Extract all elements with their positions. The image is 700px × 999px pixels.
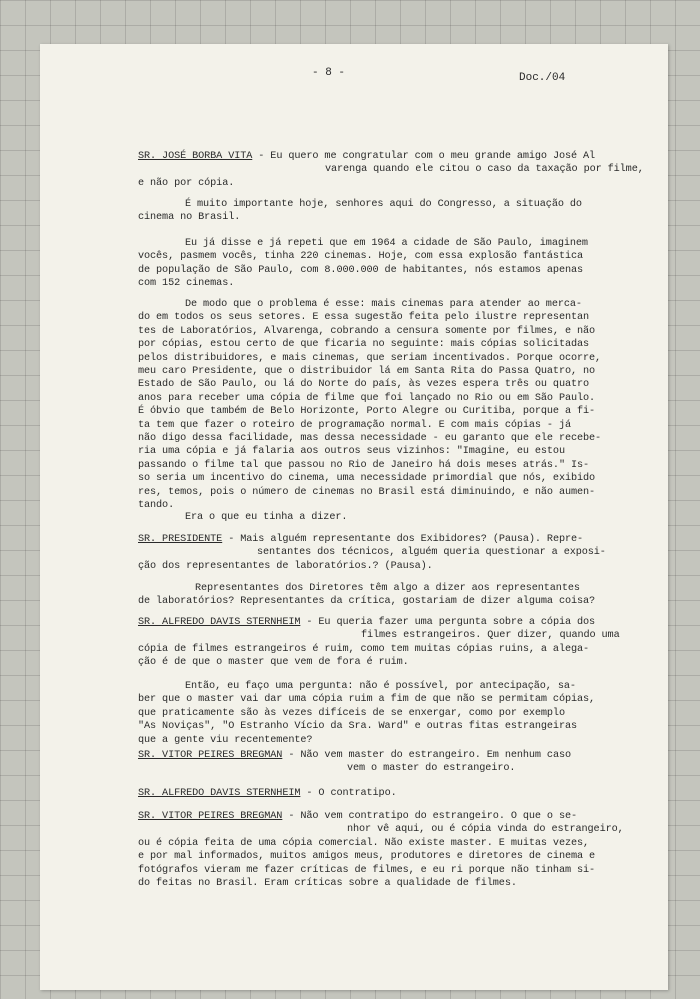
text-line: - Não vem contratipo do estrangeiro. O que o se- (288, 811, 577, 822)
text-line: por cópias, estou certo de que ficaria no seguinte: mais cópias solicitadas (138, 339, 590, 351)
text-line: ta tem que fazer o roteiro de programação normal. E com mais cópias - já (138, 419, 571, 431)
text-line: de laboratórios? Representantes da crítica, gostariam de dizer alguma coisa? (138, 596, 596, 608)
speech-presidente (138, 533, 608, 573)
text-line: vem o master do estrangeiro. (347, 763, 516, 775)
text-line: ber que o master vai dar uma cópia ruim a fim de que não se permitam cópias, (138, 694, 596, 706)
page-number: - 8 - (312, 67, 346, 79)
text-line: - O contratipo. (306, 788, 397, 799)
text-line: ou é cópia feita de uma cópia comercial. Não existe master. E muitas vezes, (138, 837, 590, 849)
text-line: e não por cópia. (138, 177, 235, 189)
paragraph (138, 298, 608, 513)
text-line: - Mais alguém representante dos Exibidores? (Pausa). Repre- (228, 534, 584, 545)
text-line: do em todos os seus setores. E essa sugestão feita pelo ilustre representan (138, 312, 590, 324)
text-line: - Não vem master do estrangeiro. Em nenhum caso (288, 750, 571, 761)
speech-sternheim (138, 616, 620, 670)
text-line: - Eu quero me congratular com o meu grande amigo José Al (258, 151, 596, 162)
text-line: tando. (138, 500, 175, 512)
text-line: "As Noviças", "O Estranho Vício da Sra. Ward" e outras fitas estrangeiras (138, 721, 577, 733)
text-line: do feitas no Brasil. Eram críticas sobre a qualidade de filmes. (138, 878, 517, 890)
text-line: Então, eu faço uma pergunta: não é possível, por antecipação, sa- (185, 681, 576, 692)
text-line: tes de Laboratórios, Alvarenga, cobrando a censura somente por filmes, e não (138, 325, 596, 337)
text-line: que praticamente são às vezes difíceis de se enxergar, como por exemplo (138, 707, 565, 719)
text-line: com 152 cinemas. (138, 278, 235, 290)
paragraph (138, 198, 608, 225)
text-line: vocês, pasmem vocês, tinha 220 cinemas. Hoje, com essa explosão fantástica (138, 251, 583, 263)
text-line: passando o filme tal que passou no Rio de Janeiro há dois meses atrás." Is- (138, 459, 590, 471)
text-line: so seria um incentivo do cinema, uma necessidade primordial que nós, exibido (138, 473, 596, 485)
text-line: nhor vê aqui, ou é cópia vinda do estrangeiro, (347, 824, 624, 836)
doc-reference: Doc./04 (519, 72, 566, 84)
paragraph (138, 511, 608, 524)
text-line: Era o que eu tinha a dizer. (185, 512, 348, 523)
speaker-name: SR. JOSÉ BORBA VITA (138, 151, 253, 162)
speaker-name: SR. PRESIDENTE (138, 534, 223, 545)
speaker-name: SR. ALFREDO DAVIS STERNHEIM (138, 617, 301, 628)
text-line: varenga quando ele citou o caso da taxação por filme, (325, 164, 644, 176)
speech-sternheim (138, 787, 608, 800)
text-line: cinema no Brasil. (138, 212, 241, 224)
text-line: anos para receber uma cópia de filme que foi lançado no Rio ou em São Paulo. (138, 392, 596, 404)
text-line: e por mal informados, muitos amigos meus, produtores e diretores de cinema e (138, 851, 596, 863)
speaker-name: SR. VITOR PEIRES BREGMAN (138, 811, 283, 822)
text-line: sentantes dos técnicos, alguém queria questionar a exposi- (257, 547, 606, 559)
speaker-name: SR. ALFREDO DAVIS STERNHEIM (138, 788, 301, 799)
text-line: - Eu queria fazer uma pergunta sobre a cópia dos (306, 617, 596, 628)
text-line: É muito importante hoje, senhores aqui do Congresso, a situação do (185, 199, 582, 210)
text-line: ção é de que o master que vem de fora é ruim. (138, 657, 409, 669)
text-line: filmes estrangeiros. Quer dizer, quando uma (361, 630, 620, 642)
text-line: De modo que o problema é esse: mais cinemas para atender ao merca- (185, 299, 582, 310)
text-line: ria uma cópia e já falaria aos outros seus vizinhos: "Imagine, eu estou (138, 446, 565, 458)
text-line: cópia de filmes estrangeiros é ruim, como tem muitas cópias ruins, a alega- (138, 643, 590, 655)
paragraph (138, 680, 608, 747)
text-line: É óbvio que também de Belo Horizonte, Porto Alegre ou Curitiba, porque a fi- (138, 406, 596, 418)
text-line: res, temos, pois o número de cinemas no Brasil está diminuindo, e não aumen- (138, 486, 596, 498)
text-line: ção dos representantes de laboratórios.? (Pausa). (138, 560, 433, 572)
text-line: de população de São Paulo, com 8.000.000 de habitantes, nós estamos apenas (138, 264, 583, 276)
paragraph (138, 237, 608, 291)
text-line: meu caro Presidente, que o distribuidor lá em Santa Rita do Passa Quatro, no (138, 366, 596, 378)
text-line: não digo dessa facilidade, mas dessa necessidade - eu garanto que ele recebe- (138, 433, 602, 445)
text-line: que a gente viu recentemente? (138, 734, 313, 746)
speech-borba-vita (138, 150, 644, 190)
speaker-name: SR. VITOR PEIRES BREGMAN (138, 750, 283, 761)
text-line: Representantes dos Diretores têm algo a dizer aos representantes (195, 583, 580, 594)
speech-bregman (138, 749, 608, 776)
speech-bregman (138, 810, 624, 890)
text-line: pelos distribuidores, e mais cinemas, que seriam incentivados. Porque ocorre, (138, 352, 602, 364)
paragraph (138, 582, 608, 609)
text-line: Eu já disse e já repeti que em 1964 a cidade de São Paulo, imaginem (185, 238, 588, 249)
text-line: Estado de São Paulo, ou lá do Norte do país, às vezes espera três ou quatro (138, 379, 590, 391)
text-line: fotógrafos vieram me fazer críticas de filmes, e eu ri porque não tinham si- (138, 864, 596, 876)
